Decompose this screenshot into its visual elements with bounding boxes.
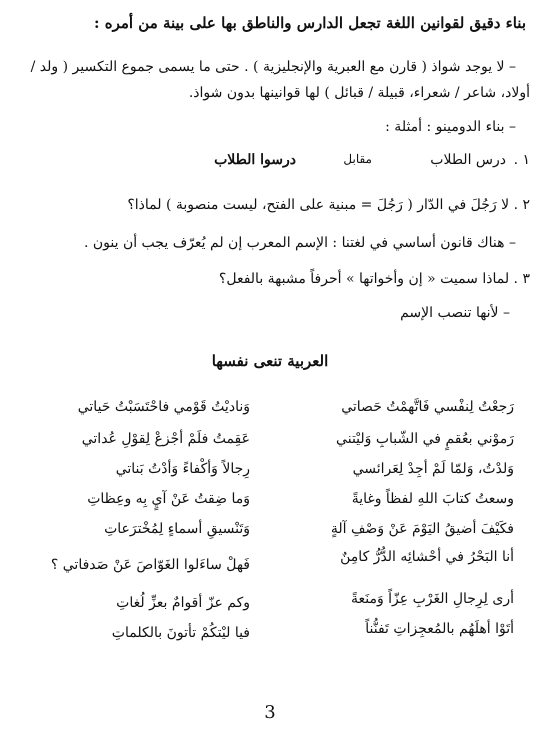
poem-verse-right: رَموْني بعُقمٍ في الشّبابِ وَليْتني <box>336 431 514 447</box>
example-1-number: ١ . <box>513 152 530 168</box>
poem-verse-right: وسعتُ كتابَ اللهِ لفظاً وغايةً <box>351 491 514 507</box>
page-number: 3 <box>264 702 276 723</box>
paragraph-2: – بناء الدومينو : أمثلة : <box>385 119 516 135</box>
example-2-note: – هناك قانون أساسي في لغتنا : الإسم المعرب إن لم يُعرّف يجب أن ينون . <box>83 235 516 251</box>
heading: بناء دقيق لقوانين اللغة تجعل الدارس والناطق بها على بينة من أمره : <box>93 14 526 32</box>
poem-verse-left: وَناديْتُ قَوْمي فاحْتَسَبْتُ حَياتي <box>77 399 250 415</box>
example-1-phrase-a: درس الطلاب <box>430 152 506 168</box>
poem-verse-left: عَقِمتُ فلَمْ أجْزعْ لِقوْلِ عُداتي <box>81 431 250 447</box>
poem-verse-right: أتَوْا أهلَهُم بالمُعجِزاتِ تَفنُّناً <box>365 621 514 637</box>
example-3: ٣ . لماذا سميت « إن وأخواتها » أحرفاً مشبهة بالفعل؟ <box>218 271 530 287</box>
poem-verse-left: وَما ضِقتُ عَنْ آيٍ بِه وعِظاتِ <box>87 491 250 507</box>
poem-verse-right: أنا البَحْرُ في أحْشائِه الدُّرُّ كامِنٌ <box>340 549 514 565</box>
poem-verse-left: وكم عزّ أقوامٌ بعزِّ لُغاتِ <box>116 595 250 611</box>
example-2: ٢ . لا رَجُلَ في الدّار ( رَجُلَ = مبنية على الفتح، ليست منصوبة ) لماذا؟ <box>127 197 530 213</box>
example-3-note: – لأنها تنصب الإسم <box>400 305 510 321</box>
poem-verse-left: رِجالاً وَأكْفاءً وَأدْتُ بَناتي <box>115 461 250 477</box>
poem-verse-right: أرى لِرِجالِ الغَرْبِ عِزّاً وَمنَعةً <box>350 591 514 607</box>
poem-verse-right: فكَيْفَ أضيقُ اليَوْمَ عَنْ وَصْفِ آلةٍ <box>330 521 514 537</box>
paragraph-1-line-1: – لا يوجد شواذ ( قارن مع العبرية والإنجليزية ) . حتى ما يسمى جموع التكسير ( ولد / <box>30 59 516 75</box>
paragraph-1-line-2: أولاد، شاعر / شعراء، قبيلة / قبائل ) لها قوانينها بدون شواذ. <box>188 85 530 101</box>
poem-verse-right: رَجعْتُ لِنفْسي فَاتَّهمْتُ حَصاتي <box>341 399 514 415</box>
example-1-phrase-b: درسوا الطلاب <box>214 152 296 168</box>
poem-verse-left: وَتَنْسيقِ أسماءٍ لِمُخْترَعاتِ <box>104 521 250 537</box>
example-1-connector: مقابل <box>343 152 372 166</box>
poem-title: العربية تنعى نفسها <box>211 352 329 370</box>
poem-verse-left: فيا ليْتكُمْ تأتونَ بالكلماتِ <box>111 625 250 641</box>
poem-verse-left: فَهلْ ساءَلوا الغَوّاصَ عَنْ صَدفاتي ؟ <box>50 557 250 573</box>
poem-verse-right: وَلدْتُ، وَلمّا لَمْ أجِدْ لِعَرائسي <box>352 461 514 477</box>
